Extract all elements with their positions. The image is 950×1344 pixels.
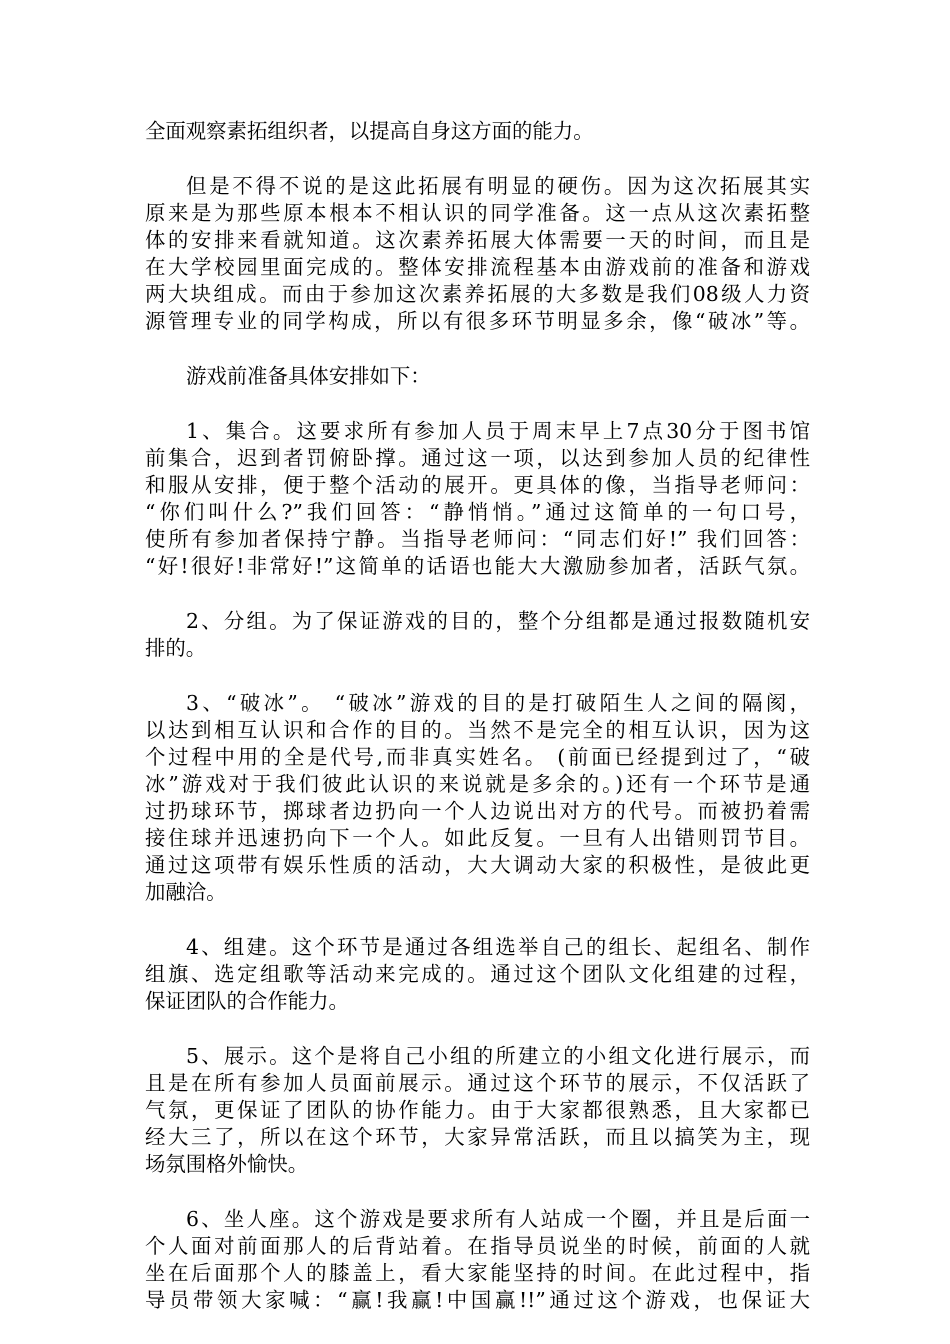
text-line: 全面观察素拓组织者，以提高自身这方面的能力。 (145, 119, 594, 143)
paragraph (145, 363, 810, 390)
text-line: 1、集合。这要求所有参加人员于周末早上7点30分于图书馆 (186, 419, 810, 443)
text-line: 4、组建。这个环节是通过各组选举自己的组长、起组名、制作 (186, 935, 810, 959)
text-line: 导员带领大家喊：“赢!我赢!中国赢!!”通过这个游戏，也保证大 (145, 1288, 810, 1312)
text-line: 个过程中用的全是代号,而非真实姓名。 (前面已经提到过了，“破 (145, 745, 810, 769)
text-line: 保证团队的合作能力。 (145, 989, 349, 1013)
text-line: 排的。 (145, 636, 207, 660)
text-line: “你们叫什么?”我们回答：“静悄悄。”通过这简单的一句口号， (145, 500, 810, 524)
document-body (145, 118, 810, 1342)
paragraph (145, 118, 810, 145)
text-line: 和服从安排，便于整个活动的展开。更具体的像，当指导老师问： (145, 473, 810, 497)
text-line: 接住球并迅速扔向下一个人。如此反复。一旦有人出错则罚节目。 (145, 826, 810, 850)
text-line: 场氛围格外愉快。 (145, 1152, 309, 1176)
paragraph (145, 608, 810, 662)
text-line: 过扔球环节，掷球者边扔向一个人边说出对方的代号。而被扔着需 (145, 799, 810, 823)
text-line: 加融洽。 (145, 880, 227, 904)
text-line: 5、展示。这个是将自己小组的所建立的小组文化进行展示，而 (186, 1044, 810, 1068)
paragraph (145, 173, 810, 335)
paragraph (145, 1043, 810, 1178)
text-line: 且是在所有参加人员面前展示。通过这个环节的展示，不仅活跃了 (145, 1071, 810, 1095)
text-line: 体的安排来看就知道。这次素养拓展大体需要一天的时间，而且是 (145, 228, 810, 252)
text-line: 冰”游戏对于我们彼此认识的来说就是多余的。)还有一个环节是通 (145, 772, 810, 796)
text-line: 通过这项带有娱乐性质的活动，大大调动大家的积极性，是彼此更 (145, 853, 810, 877)
text-line: 坐在后面那个人的膝盖上，看大家能坚持的时间。在此过程中，指 (145, 1261, 810, 1285)
text-line: “好!很好!非常好!”这简单的话语也能大大激励参加者，活跃气氛。 (145, 554, 810, 578)
text-line: 组旗、选定组歌等活动来完成的。通过这个团队文化组建的过程， (145, 962, 810, 986)
text-line: 3、“破冰”。 “破冰”游戏的目的是打破陌生人之间的隔阂， (186, 691, 810, 715)
text-line: 使所有参加者保持宁静。当指导老师问：“同志们好!” 我们回答： (145, 527, 810, 551)
text-line: 源管理专业的同学构成，所以有很多环节明显多余，像“破冰”等。 (145, 309, 810, 333)
text-line: 游戏前准备具体安排如下： (186, 364, 431, 388)
text-line: 前集合，迟到者罚俯卧撑。通过这一项，以达到参加人员的纪律性 (145, 446, 810, 470)
text-line: 2、分组。为了保证游戏的目的，整个分组都是通过报数随机安 (186, 609, 810, 633)
paragraph (145, 934, 810, 1015)
text-line: 气氛，更保证了团队的协作能力。由于大家都很熟悉，且大家都已 (145, 1098, 810, 1122)
paragraph (145, 418, 810, 580)
text-line: 6、坐人座。这个游戏是要求所有人站成一个圈，并且是后面一 (186, 1207, 810, 1231)
text-line: 两大块组成。而由于参加这次素养拓展的大多数是我们08级人力资 (145, 282, 810, 306)
text-line: 经大三了，所以在这个环节，大家异常活跃，而且以搞笑为主，现 (145, 1125, 810, 1149)
text-line: 原来是为那些原本根本不相认识的同学准备。这一点从这次素拓整 (145, 201, 810, 225)
paragraph (145, 690, 810, 906)
text-line: 个人面对前面那人的后背站着。在指导员说坐的时候，前面的人就 (145, 1234, 810, 1258)
text-line: 但是不得不说的是这此拓展有明显的硬伤。因为这次拓展其实 (186, 174, 810, 198)
text-line: 在大学校园里面完成的。整体安排流程基本由游戏前的准备和游戏 (145, 255, 810, 279)
paragraph (145, 1206, 810, 1314)
text-line: 以达到相互认识和合作的目的。当然不是完全的相互认识，因为这 (145, 718, 810, 742)
